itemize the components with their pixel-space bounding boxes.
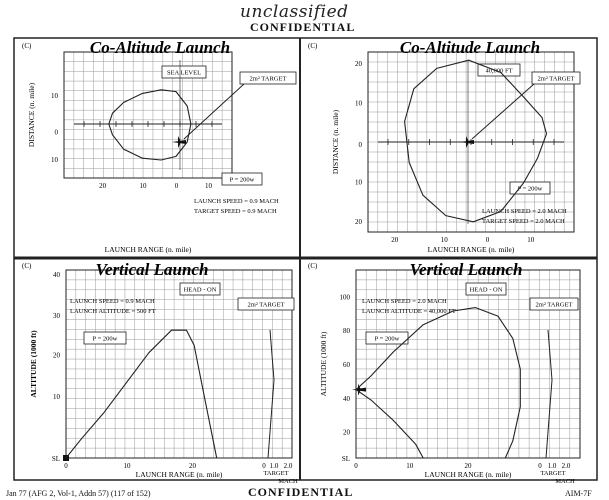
- y-tick-label: 30: [53, 312, 60, 321]
- chart-title: Vertical Launch: [409, 260, 523, 279]
- mach-tick-label: 1.0: [547, 462, 557, 470]
- annotation-text: P = 200w: [92, 335, 118, 343]
- panel-marker: (C): [22, 42, 32, 50]
- y-tick-label: 10: [53, 392, 60, 401]
- confidential-stamp-bottom: CONFIDENTIAL: [248, 485, 354, 499]
- aircraft-icon: [460, 136, 474, 148]
- chart-title: Vertical Launch: [95, 260, 209, 279]
- y-tick-label: 80: [343, 327, 350, 336]
- chart-title: Co-Altitude Launch: [89, 38, 231, 57]
- y-tick-label: 10: [51, 91, 58, 100]
- envelope-curve-1: [405, 60, 547, 222]
- annotation-text: P = 200w: [374, 335, 400, 343]
- target-pointer-line: [184, 84, 244, 139]
- y-tick-label: 20: [355, 59, 362, 68]
- x-tick-label: 10: [204, 182, 212, 190]
- y-tick-label: 0: [54, 128, 58, 137]
- speed-line-text: LAUNCH ALTITUDE = 40,000 FT: [362, 308, 456, 315]
- annotation-text: 40,000 FT: [485, 67, 513, 75]
- panel-marker: (C): [22, 262, 32, 270]
- chart-title: Co-Altitude Launch: [399, 38, 541, 57]
- y-axis-label: DISTANCE (n. mile): [331, 109, 340, 175]
- annotation-text: P = 200w: [229, 176, 255, 184]
- speed-line-text: TARGET SPEED = 0.9 MACH: [194, 208, 277, 215]
- annotation-text: SEA LEVEL: [166, 69, 202, 77]
- x-axis-label: LAUNCH RANGE (n. mile): [104, 245, 192, 254]
- x-tick-label: 20: [99, 182, 107, 190]
- x-tick-label: 20: [189, 462, 197, 470]
- speed-line-text: LAUNCH SPEED = 2.0 MACH: [482, 208, 567, 215]
- footer-document-id: AIM-7F: [565, 489, 592, 498]
- annotation-text: P = 200w: [517, 185, 543, 193]
- y-tick-label: 60: [343, 361, 350, 369]
- y-tick-label: SL: [51, 455, 60, 463]
- x-tick-label: 10: [527, 236, 535, 244]
- annotation-text: 2m² TARGET: [537, 75, 575, 83]
- y-tick-label: 10: [51, 156, 58, 165]
- mach-tick-label: 2.0: [283, 462, 293, 470]
- y-tick-label: 20: [343, 428, 350, 437]
- y-tick-label: 10: [355, 99, 362, 108]
- chart-panel-3: [22, 260, 298, 485]
- chart-panel-2: [308, 38, 580, 254]
- handwritten-unclassified: unclassified: [240, 2, 349, 22]
- x-tick-label: 20: [391, 236, 399, 244]
- annotation-text: HEAD - ON: [469, 286, 503, 294]
- x-axis-label: LAUNCH RANGE (n. mile): [424, 470, 512, 479]
- y-tick-label: 20: [355, 218, 362, 227]
- x-tick-label: 0: [64, 462, 68, 470]
- envelope-curve-1: [356, 308, 520, 458]
- annotation-text: HEAD - ON: [183, 286, 217, 294]
- y-tick-label: 100: [339, 293, 350, 302]
- x-tick-label: 20: [464, 462, 472, 470]
- annotation-text: 2m² TARGET: [247, 301, 285, 309]
- x-tick-label: 10: [139, 182, 147, 190]
- mach-label-line: MACH: [278, 478, 298, 485]
- mach-axis-label: [540, 470, 575, 485]
- mach-axis-label: [263, 470, 298, 485]
- mach-label-line: MACH: [555, 478, 575, 485]
- x-tick-label: 0: [174, 182, 179, 190]
- y-tick-label: 0: [358, 140, 362, 149]
- chart-panel-4: [308, 260, 580, 485]
- mach-tick-label: 0: [262, 462, 266, 470]
- y-tick-label: SL: [341, 455, 350, 463]
- speed-line-text: LAUNCH SPEED = 0.9 MACH: [70, 298, 155, 305]
- y-axis-label: DISTANCE (n. mile): [27, 82, 36, 148]
- y-tick-label: 20: [53, 351, 60, 360]
- annotation-text: 2m² TARGET: [249, 75, 287, 83]
- x-tick-label: 0: [485, 236, 490, 244]
- x-axis-label: LAUNCH RANGE (n. mile): [135, 470, 223, 479]
- speed-line-text: LAUNCH ALTITUDE = 500 FT: [70, 308, 156, 315]
- y-axis-label: ALTITUDE (1000 ft): [319, 331, 328, 397]
- x-tick-label: 10: [440, 236, 448, 244]
- y-tick-label: 40: [53, 270, 60, 279]
- footer-citation: Jan 77 (AFG 2, Vol-1, Addn 57) (117 of 152): [6, 489, 151, 498]
- mach-label-line: TARGET: [263, 470, 289, 477]
- chart-panel-1: [22, 38, 296, 254]
- panel-marker: (C): [308, 42, 318, 50]
- aircraft-icon: [352, 384, 366, 396]
- x-tick-label: 10: [123, 462, 131, 470]
- speed-line-text: TARGET SPEED = 2.0 MACH: [482, 218, 565, 225]
- speed-line-text: LAUNCH SPEED = 0.9 MACH: [194, 198, 279, 205]
- mach-tick-label: 1.0: [269, 462, 279, 470]
- panel-marker: (C): [308, 262, 318, 270]
- annotation-text: 2m² TARGET: [535, 301, 573, 309]
- x-tick-label: 10: [406, 462, 414, 470]
- mach-tick-label: 0: [538, 462, 542, 470]
- confidential-stamp-top: CONFIDENTIAL: [250, 20, 356, 34]
- speed-line-text: LAUNCH SPEED = 2.0 MACH: [362, 298, 447, 305]
- y-tick-label: 10: [355, 178, 362, 187]
- x-axis-label: LAUNCH RANGE (n. mile): [427, 245, 515, 254]
- y-axis-label: ALTITUDE (1000 ft): [29, 330, 38, 398]
- mach-label-line: TARGET: [540, 470, 566, 477]
- x-tick-label: 0: [354, 462, 358, 470]
- mach-tick-label: 2.0: [561, 462, 571, 470]
- y-tick-label: 40: [343, 394, 350, 403]
